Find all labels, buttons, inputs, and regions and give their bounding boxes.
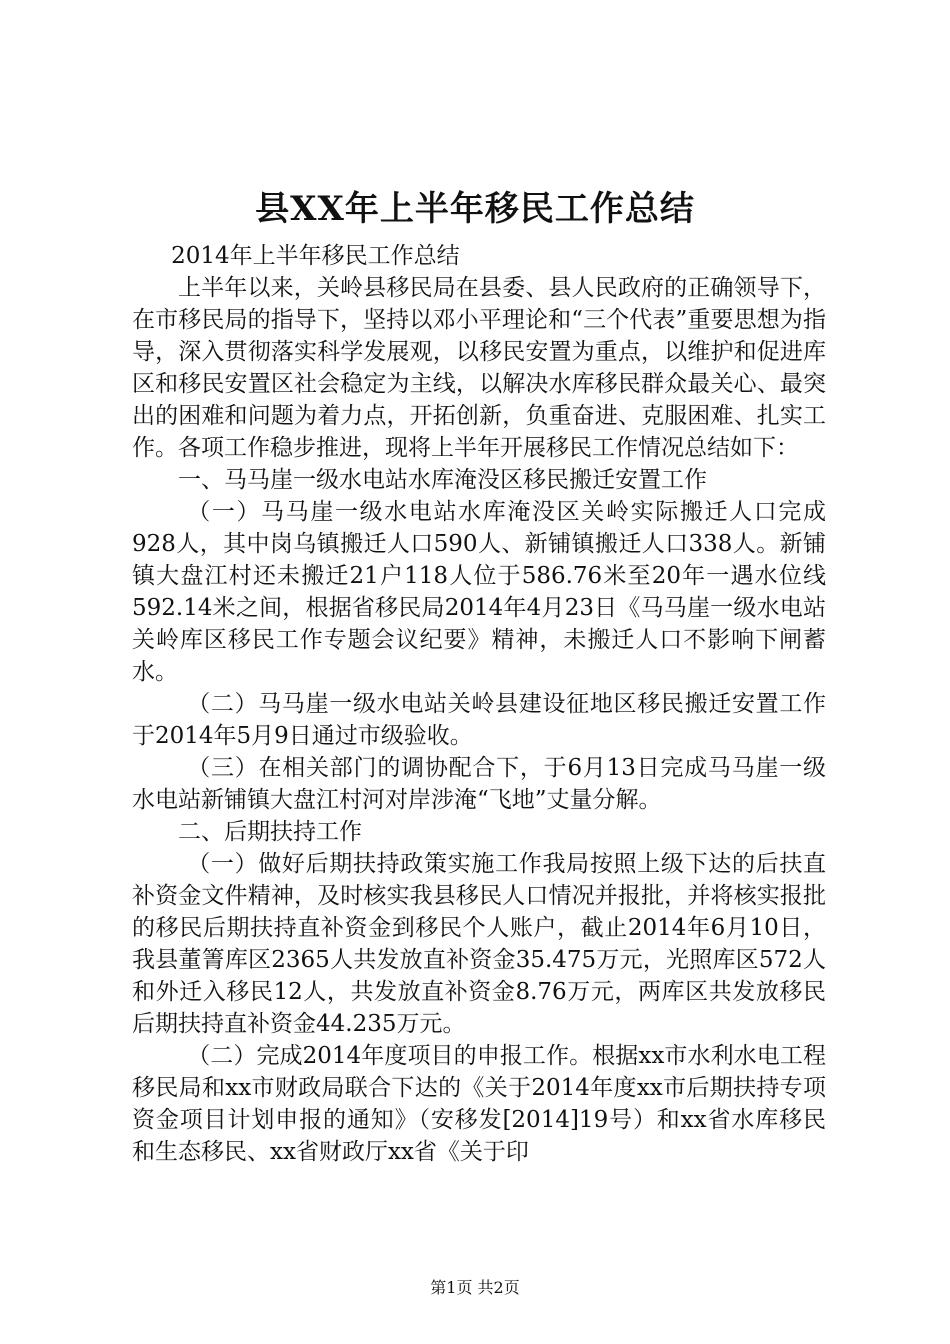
section-heading-1: 一、马马崖一级水电站水库淹没区移民搬迁安置工作 — [178, 467, 707, 493]
paragraph-1-2: （二）马马崖一级水电站关岭县建设征地区移民搬迁安置工作于2014年5月9日通过市级验收。 — [132, 691, 826, 749]
paragraph-2-2: （二）完成2014年度项目的申报工作。根据xx市水利水电工程移民局和xx市财政局联合下达的《关于2014年度xx市后期扶持专项资金项目计划申报的通知》（安移发[2014]19号）和xx省水库移民和生态移民、xx省财政厅xx省《关于印 — [132, 1043, 826, 1165]
document-title: 县XX年上半年移民工作总结 — [255, 189, 695, 229]
section-heading-2: 二、后期扶持工作 — [178, 819, 362, 845]
paragraph-intro: 上半年以来，关岭县移民局在县委、县人民政府的正确领导下，在市移民局的指导下，坚持以邓小平理论和“三个代表”重要思想为指导，深入贯彻落实科学发展观，以移民安置为重点，以维护和促进库区和移民安置区社会稳定为主线，以解决水库移民群众最关心、最突出的困难和问题为着力点，开拓创新，负重奋进、克服困难、扎实工作。各项工作稳步推进，现将上半年开展移民工作情况总结如下： — [132, 275, 826, 461]
paragraph-1-3: （三）在相关部门的调协配合下，于6月13日完成马马崖一级水电站新铺镇大盘江村河对岸涉淹“飞地”丈量分解。 — [132, 755, 826, 813]
paragraph-1-1: （一）马马崖一级水电站水库淹没区关岭实际搬迁人口完成928人，其中岗乌镇搬迁人口590人、新铺镇搬迁人口338人。新铺镇大盘江村还未搬迁21户118人位于586.76米至20年一遇水位线592.14米之间，根据省移民局2014年4月23日《马马崖一级水电站关岭库区移民工作专题会议纪要》精神，未搬迁人口不影响下闸蓄水。 — [132, 499, 826, 685]
document-body — [132, 240, 826, 1168]
document-subtitle: 2014年上半年移民工作总结 — [171, 243, 460, 269]
page-footer: 第1页 共2页 — [430, 1278, 520, 1297]
paragraph-2-1: （一）做好后期扶持政策实施工作我局按照上级下达的后扶直补资金文件精神，及时核实我县移民人口情况并报批，并将核实报批的移民后期扶持直补资金到移民个人账户，截止2014年6月10日，我县董箐库区2365人共发放直补资金35.475万元，光照库区572人和外迁入移民12人，共发放直补资金8.76万元，两库区共发放移民后期扶持直补资金44.235万元。 — [132, 851, 826, 1037]
